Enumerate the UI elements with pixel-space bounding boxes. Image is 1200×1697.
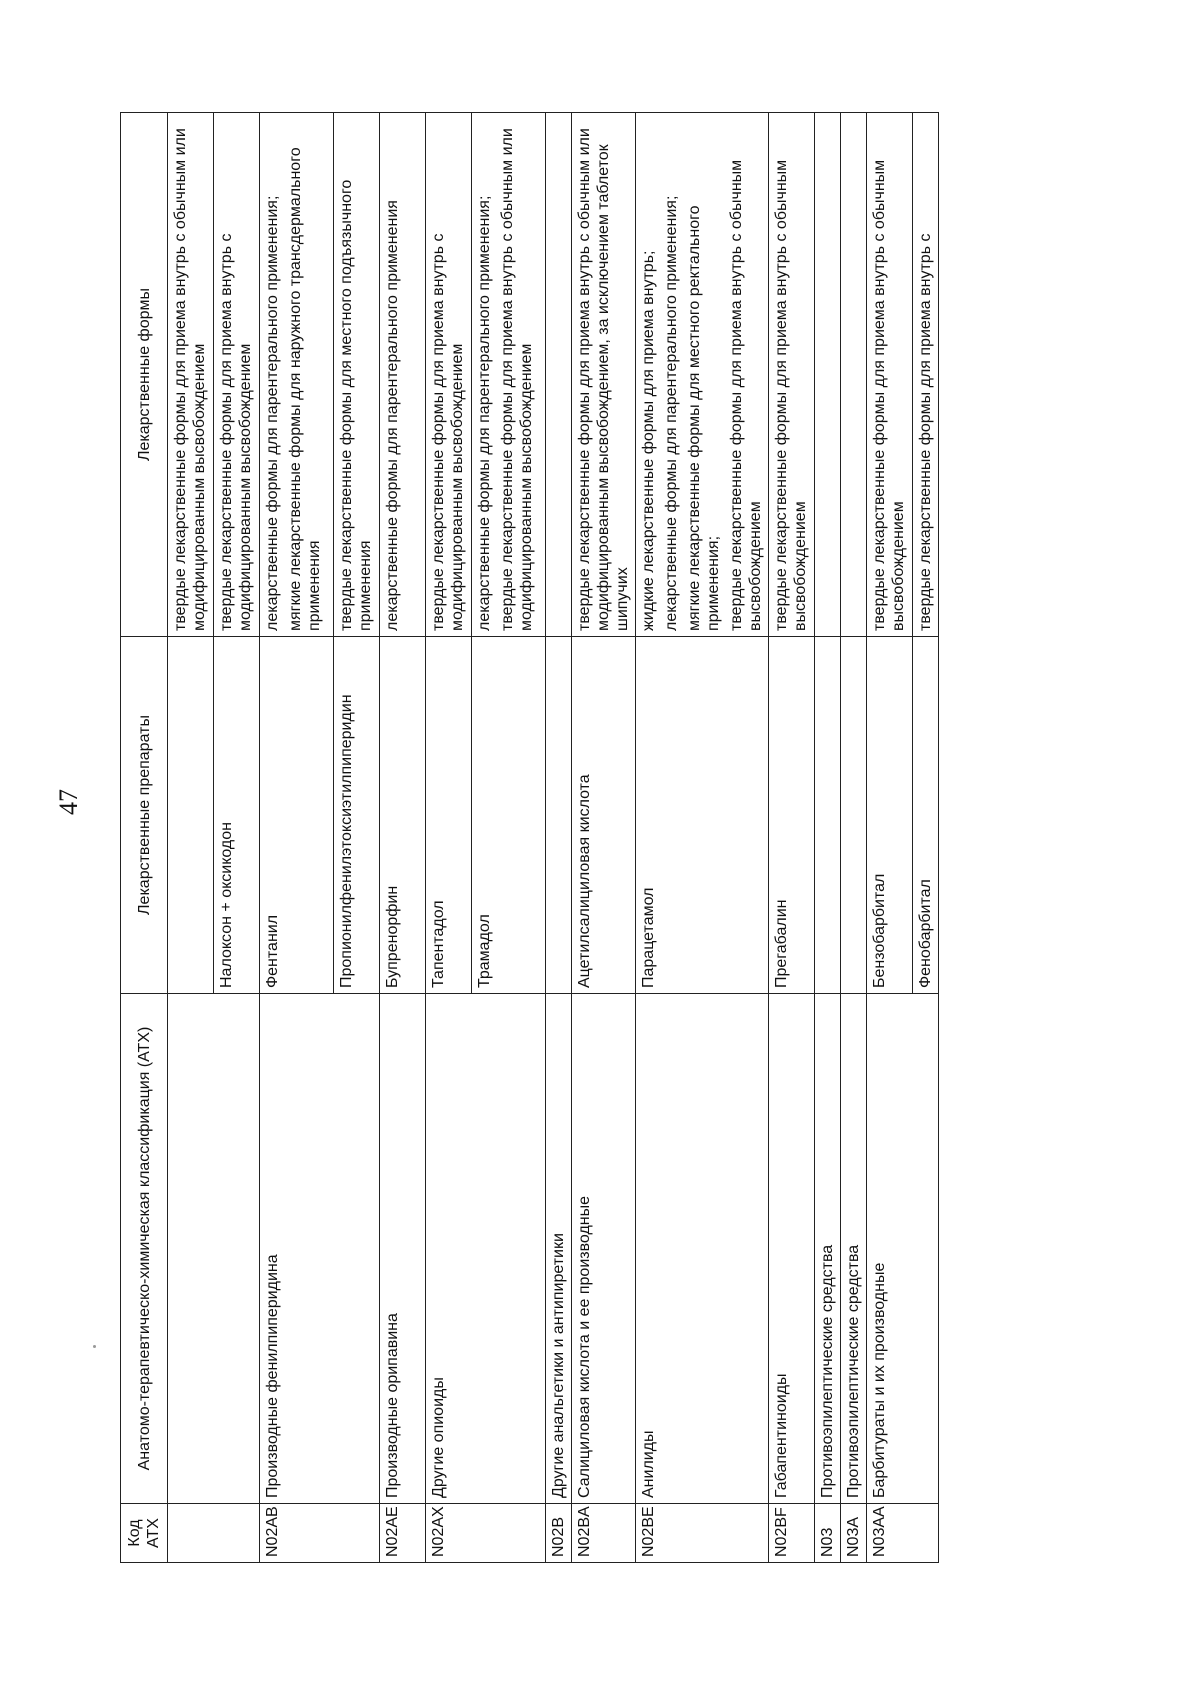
form-line: твердые лекарственные формы для приема внутрь с обычным высвобождением — [728, 159, 764, 631]
drug-cell — [841, 637, 867, 994]
table-row — [260, 113, 334, 1563]
table-row — [168, 113, 214, 1563]
form-line: твердые лекарственные формы для приема внутрь с обычным или модифицированным высвобождением — [499, 128, 535, 631]
table-row — [841, 113, 867, 1563]
header-drugs: Лекарственные препараты — [121, 637, 168, 994]
code-cell: N03 — [815, 1504, 841, 1563]
forms-cell — [572, 113, 636, 637]
forms-cell — [334, 113, 380, 637]
drug-cell: Ацетилсалициловая кислота — [572, 637, 636, 994]
table-row — [769, 113, 815, 1563]
code-cell: N03AA — [867, 1504, 939, 1563]
classification-cell: Салициловая кислота и ее производные — [572, 994, 636, 1504]
drug-cell: Бензобарбитал — [867, 637, 913, 994]
code-cell — [168, 1504, 260, 1563]
classification-cell: Барбитураты и их производные — [867, 994, 939, 1504]
code-cell: N02B — [546, 1504, 572, 1563]
forms-cell — [636, 113, 769, 637]
classification-cell: Производные орипавина — [380, 994, 426, 1504]
forms-cell — [214, 113, 260, 637]
form-line: твердые лекарственные формы для приема внутрь с — [917, 233, 934, 631]
drug-cell: Трамадол — [472, 637, 546, 994]
form-line: твердые лекарственные формы для приема внутрь с модифицированным высвобождением — [218, 233, 254, 631]
forms-cell — [260, 113, 334, 637]
form-line: лекарственные формы для парентерального применения; — [264, 195, 281, 631]
form-line: мягкие лекарственные формы для наружного трансдермального применения — [287, 147, 323, 631]
drug-cell — [815, 637, 841, 994]
classification-cell: Противоэпилептические средства — [841, 994, 867, 1504]
code-cell: N03A — [841, 1504, 867, 1563]
forms-cell — [841, 113, 867, 637]
forms-cell — [546, 113, 572, 637]
classification-cell: Другие анальгетики и антипиретики — [546, 994, 572, 1504]
header-forms: Лекарственные формы — [121, 113, 168, 637]
forms-cell — [168, 113, 214, 637]
form-line: лекарственные формы для парентерального применения; — [663, 195, 680, 631]
code-cell: N02BF — [769, 1504, 815, 1563]
rotated-table-wrapper — [120, 113, 1060, 1563]
classification-cell — [168, 994, 260, 1504]
form-line: лекарственные формы для парентерального применения — [384, 200, 401, 631]
classification-cell: Противоэпилептические средства — [815, 994, 841, 1504]
table-row — [867, 113, 913, 1563]
drug-cell: Фенобарбитал — [913, 637, 939, 994]
form-line: твердые лекарственные формы для приема внутрь с обычным или модифицированным высвобождением, за исключением таблеток шипучих — [576, 128, 631, 631]
table-row — [380, 113, 426, 1563]
form-line: твердые лекарственные формы для приема внутрь с модифицированным высвобождением — [430, 233, 466, 631]
drug-cell — [546, 637, 572, 994]
drug-cell: Прегабалин — [769, 637, 815, 994]
classification-cell: Другие опиоиды — [426, 994, 546, 1504]
form-line: твердые лекарственные формы для приема внутрь с обычным или модифицированным высвобождением — [172, 128, 208, 631]
scan-speck — [93, 1345, 96, 1348]
form-line: твердые лекарственные формы для приема внутрь с обычным высвобождением — [773, 159, 809, 631]
table-row — [426, 113, 472, 1563]
drug-cell: Фентанил — [260, 637, 334, 994]
code-cell: N02AE — [380, 1504, 426, 1563]
form-line: мягкие лекарственные формы для местного ректального применения; — [686, 205, 722, 631]
forms-cell — [472, 113, 546, 637]
form-line: лекарственные формы для парентерального применения; — [476, 195, 493, 631]
drug-cell — [168, 637, 214, 994]
forms-cell — [867, 113, 913, 637]
form-line: твердые лекарственные формы для местного подъязычного применения — [338, 179, 374, 631]
forms-cell — [769, 113, 815, 637]
table-row — [636, 113, 769, 1563]
drug-cell: Пропионилфенилэтоксиэтилпиперидин — [334, 637, 380, 994]
forms-cell — [380, 113, 426, 637]
code-cell: N02BA — [572, 1504, 636, 1563]
code-cell: N02AB — [260, 1504, 380, 1563]
table-row — [572, 113, 636, 1563]
form-line: твердые лекарственные формы для приема внутрь с обычным высвобождением — [871, 159, 907, 631]
drug-cell: Парацетамол — [636, 637, 769, 994]
header-classification: Анатомо-терапевтическо-химическая классификация (АТХ) — [121, 994, 168, 1504]
form-line: жидкие лекарственные формы для приема внутрь; — [640, 250, 657, 631]
forms-cell — [913, 113, 939, 637]
table-row — [546, 113, 572, 1563]
classification-cell: Анилиды — [636, 994, 769, 1504]
drug-cell: Бупренорфин — [380, 637, 426, 994]
page-number: 47 — [54, 789, 83, 815]
forms-cell — [815, 113, 841, 637]
header-code: Код АТХ — [121, 1504, 168, 1563]
classification-cell: Производные фенилпиперидина — [260, 994, 380, 1504]
table-header-row — [121, 113, 168, 1563]
table-row — [815, 113, 841, 1563]
atc-table — [120, 112, 939, 1563]
code-cell: N02BE — [636, 1504, 769, 1563]
code-cell: N02AX — [426, 1504, 546, 1563]
drug-cell: Тапентадол — [426, 637, 472, 994]
classification-cell: Габапентиноиды — [769, 994, 815, 1504]
drug-cell: Налоксон + оксикодон — [214, 637, 260, 994]
forms-cell — [426, 113, 472, 637]
